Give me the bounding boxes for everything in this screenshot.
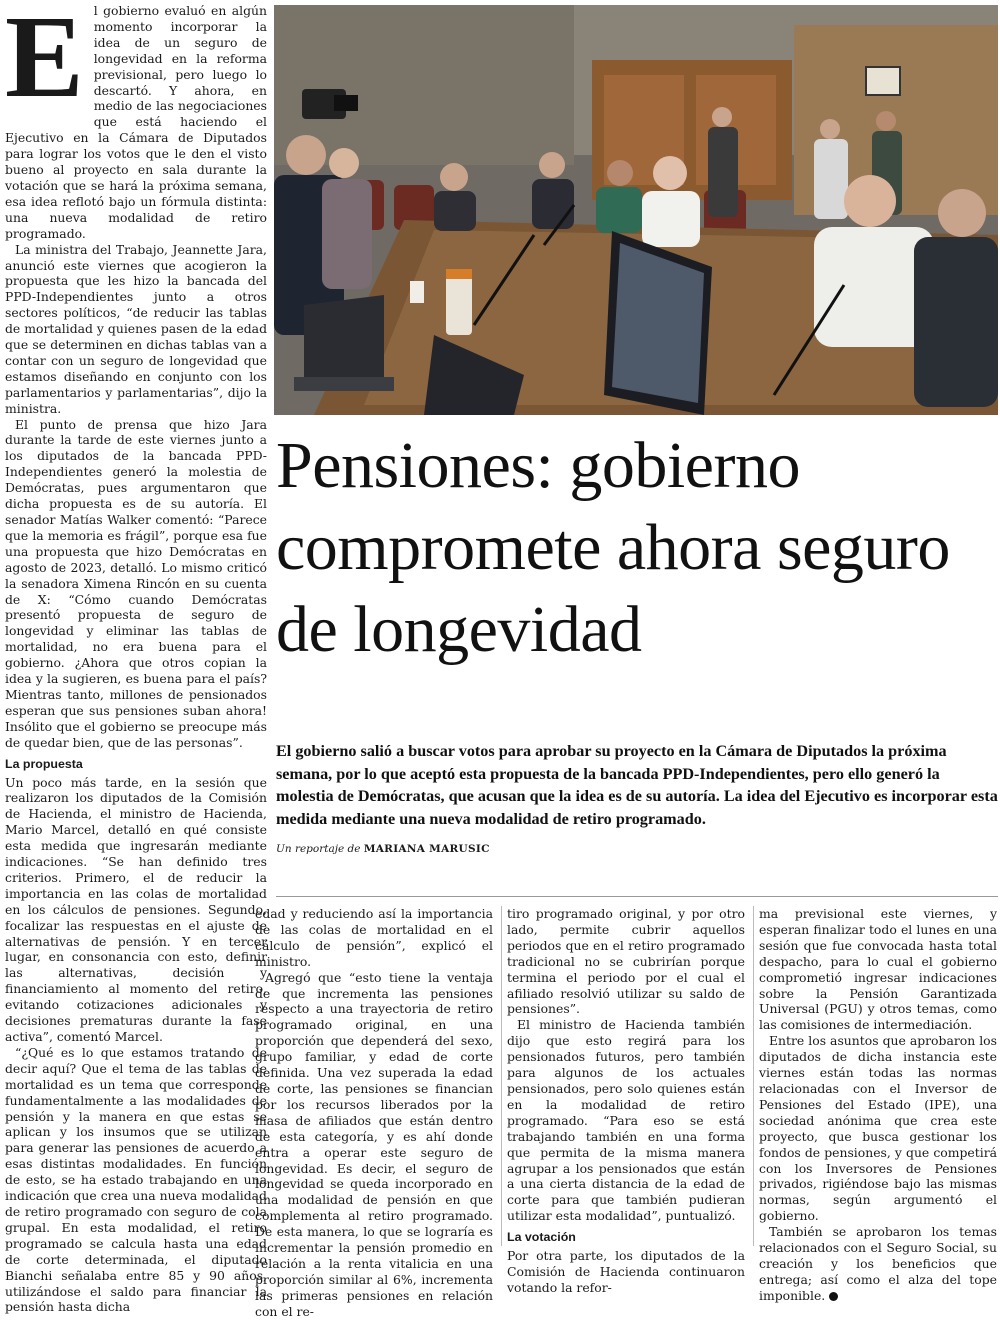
paragraph: “¿Qué es lo que estamos tratando de decir aquí? Que el tema de las tablas de mortalidad es un tema que corresponde fundamentalmente a las modalidades de pensión y la manera en que estas se aplican y los insumos que se utilizan para generar las pensiones de acuerdo a esas distintas modalidades. En función de esto, se ha estado trabajando en una indicación que crea una nueva modalidad de retiro programado con seguro de cola grupal. En esta modalidad, el retiro programado se calcula hasta una edad de corte determinada, el diputado Bianchi señalaba entre 85 y 90 años, utilizándose el saldo para financiar la pensión hasta dicha (5, 1044, 267, 1315)
column-divider (501, 906, 502, 1246)
paragraph: tiro programado original, y por otro lado, permite cubrir aquellos periodos que en el retiro programado tradicional no se cubrirían porque termina el periodo por el cual el afiliado resolvió utilizar su saldo de pensiones”. (507, 906, 745, 1017)
paragraph: Entre los asuntos que aprobaron los diputados de dicha instancia este viernes están todas las normas relacionadas con el Inversor de Pensiones del Estado (IPE), una sociedad anónima que crea este proyecto, que busca gestionar los fondos de pensiones, y que competirá con los Inversores de Pensiones privados, rigiéndose bajo las mismas normas, según argumentó el gobierno. (759, 1033, 997, 1224)
paragraph: ma previsional este viernes, y esperan finalizar todo el lunes en una sesión que fue convocada hasta total despacho, para lo cual el gobierno comprometió ingresar indicaciones sobre la Pensión Garantizada Universal (PGU) y otros temas, como las comisiones de intermediación. (759, 906, 997, 1033)
drop-cap: E (5, 0, 84, 122)
paragraph: edad y reduciendo así la importancia de las colas de mortalidad en el cálculo de pensión”, explicó el ministro. (255, 906, 493, 969)
subhead-la-propuesta: La propuesta (5, 756, 83, 771)
paragraph: El ministro de Hacienda también dijo que esto regirá para los pensionados futuros, pero también para algunos de los actuales pensionados, pero solo quienes están en la modalidad de retiro programado. “Para eso se está trabajando también en una forma que permita de la misma manera agrupar a los pensionados que están a una cierta distancia de la edad de corte para que también pudieran utilizar esta modalidad”, puntualizó. (507, 1017, 745, 1224)
byline-author: MARIANA MARUSIC (363, 843, 490, 855)
divider (276, 896, 998, 897)
end-mark-icon: P (829, 1292, 838, 1301)
byline-prefix: Un reportaje de (276, 843, 361, 855)
byline (276, 843, 490, 855)
paragraph: El punto de prensa que hizo Jara durante la tarde de este viernes junto a los diputados de la bancada PPD-Independientes generó la molestia de Demócratas, pues argumentaron que dicha propuesta es de su autoría. El senador Matías Walker comentó: “Parece que la memoria es frágil”, porque esa fue una propuesta que hizo Demócratas en agosto de 2023, detalló. Lo mismo criticó la senadora Ximena Rincón en su cuenta de X: “Cómo cuando Demócratas presentó propuesta de seguro de longevidad y eliminar las tablas de mortalidad, no era buena para el gobierno. ¿Ahora que otros copian la idea y la sugieren, es buena para el país? Mientras tanto, millones de pensionados esperan que sus pensiones suban ahora! Insólito que el gobierno se preocupe más de quedar bien, que de las personas”. (5, 416, 267, 750)
subhead-la-votacion: La votación (507, 1230, 576, 1245)
lead-paragraph: El gobierno salió a buscar votos para aprobar su proyecto en la Cámara de Diputados la próxima semana, por lo que aceptó esta propuesta de la bancada PPD-Independientes, pero ello generó la molestia de Demócratas, que acusan que la idea es de su autoría. La idea del Ejecutivo es incorporar esta medida mediante una nueva modalidad de retiro programado. (276, 742, 998, 828)
meeting-photo (274, 5, 998, 415)
column-divider (753, 906, 754, 1246)
paragraph: La ministra del Trabajo, Jeannette Jara, anunció este viernes que acogieron la propuesta que les hizo la bancada del PPD-Independientes junto a otros sectores políticos, “de reducir las tablas de mortalidad y quienes pasen de la edad que se determinen en dichas tablas van a contar con un seguro de longevidad que estamos diseñando en conjunto con los parlamentarios y parlamentarias”, dijo la ministra. (5, 241, 267, 416)
headline: Pensiones: gobierno compromete ahora seguro de longevidad (276, 429, 950, 666)
paragraph: Por otra parte, los diputados de la Comisión de Hacienda continuaron votando la refor- (507, 1248, 745, 1295)
paragraph-text: También se aprobaron los temas relacionados con el Seguro Social, su creación y los beneficios que entrega; así como el alza del tope imponible. (759, 1224, 997, 1303)
paragraph: Un poco más tarde, en la sesión que realizaron los diputados de la Comisión de Hacienda, el ministro de Hacienda, Mario Marcel, detalló en qué consiste esta medida que ingresarán mediante indicaciones. “Se han definido tres criterios. Primero, el de reducir la importancia en las colas de mortalidad en los cálculos de pensiones. Segundo, focalizar las respuestas en el ajuste de alternativas de pensión. Y en tercer lugar, en consonancia con esto, definir las alternativas, decisión y financiamiento al momento del retiro, evitando cotizaciones adicionales y decisiones prematuras durante la fase activa”, comentó Marcel. (5, 774, 267, 1044)
column-4 (759, 906, 997, 1304)
paragraph: l gobierno evaluó en algún momento incorporar la idea de un seguro de longevidad en la reforma previsional, pero luego lo descartó. Y ahora, en medio de las negociaciones que está haciendo el Ejecutivo en la Cámara de Diputados para lograr los votos que le den el visto bueno al proyecto en sala durante la votación que se hará la próxima semana, esa idea reflotó bajo un fórmula distinta: una nueva modalidad de retiro programado. (5, 3, 267, 241)
column-3 (507, 906, 745, 1296)
column-2 (255, 906, 493, 1320)
left-column (5, 0, 267, 1315)
paragraph (759, 1224, 997, 1304)
paragraph: Agregó que “esto tiene la ventaja de que incrementa las pensiones respecto a una trayectoria de retiro programado original, en una proporción que dependerá del sexo, grupo familiar, y edad de corte definida. Una vez superada la edad de corte, las pensiones se financian por los recursos liberados por la masa de afiliados que están dentro de esta categoría, y es ahí donde entra a operar este seguro de longevidad. Es decir, el seguro de longevidad se queda incorporado en una modalidad de pensión en que complementa al retiro programado. De esta manera, lo que se lograría es incrementar la pensión promedio en relación a la renta vitalicia en una proporción similar al 6%, incrementa las primeras pensiones en relación con el re- (255, 969, 493, 1319)
